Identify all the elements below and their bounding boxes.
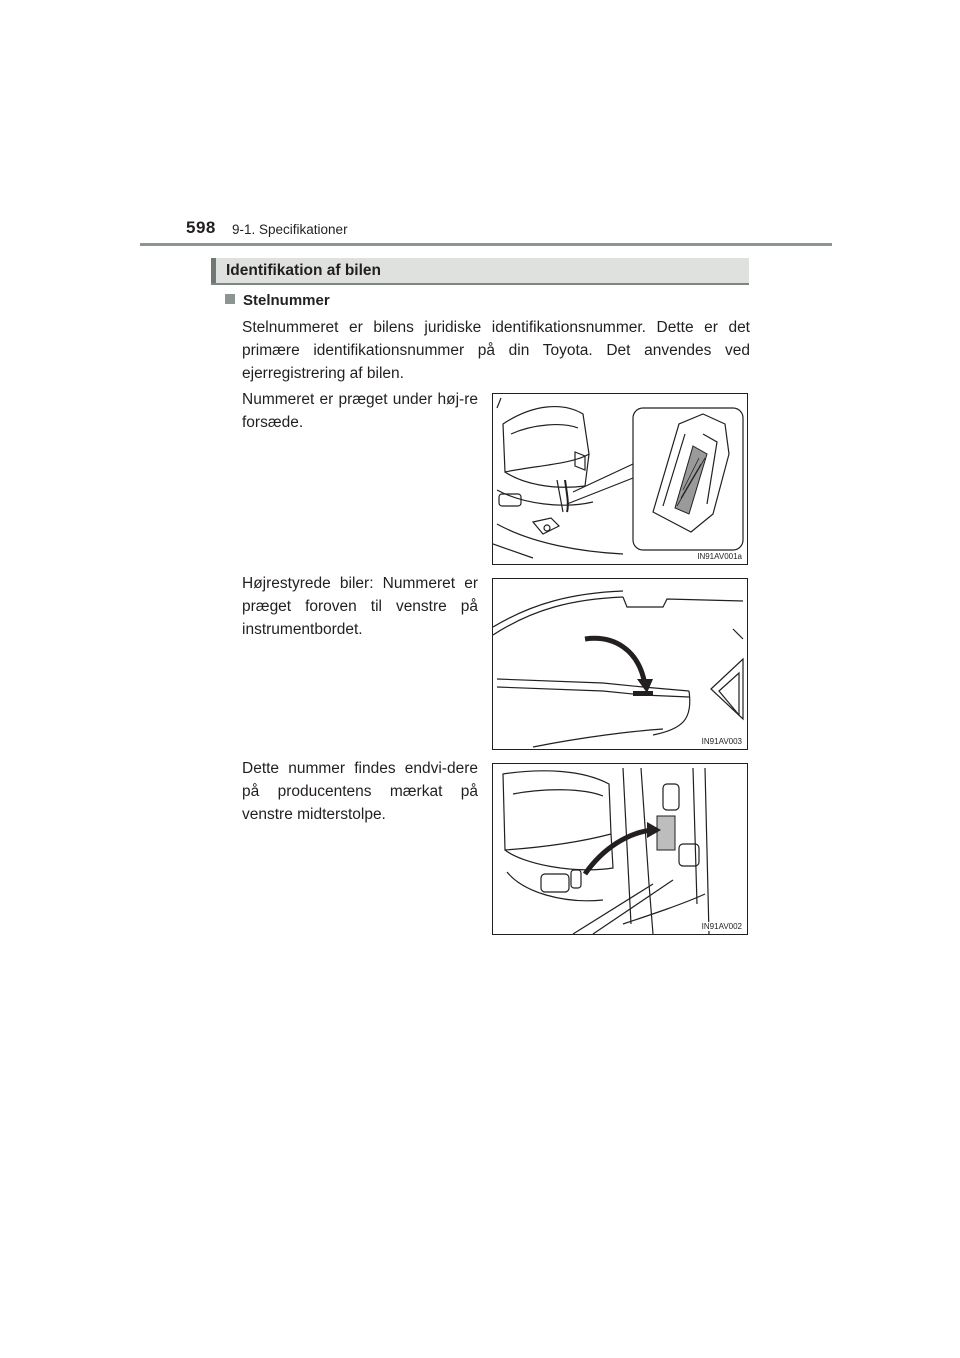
section-reference: 9-1. Specifikationer <box>232 222 348 237</box>
figure-pillar-label <box>492 763 748 935</box>
figure-dashboard-stamp <box>492 578 748 750</box>
intro-paragraph: Stelnummeret er bilens juridiske identifikationsnummer. Dette er det primære identifikationsnummer på din Toyota. Det anvendes ved ejerregistrering af bilen. <box>242 319 750 382</box>
dashboard-illustration <box>493 579 748 750</box>
figure-code: IN91AV002 <box>701 922 742 931</box>
figure-code: IN91AV003 <box>701 737 742 746</box>
figure-code: IN91AV001a <box>697 552 742 561</box>
header-divider <box>140 243 832 246</box>
subsection-heading-text: Stelnummer <box>243 292 330 309</box>
pillar-illustration <box>493 764 748 935</box>
page-number: 598 <box>186 218 216 237</box>
seat-illustration <box>493 394 748 565</box>
location-text-seat: Nummeret er præget under høj-re forsæde. <box>242 391 478 431</box>
figure-seat-stamp <box>492 393 748 565</box>
bullet-square-icon <box>225 294 235 304</box>
subsection-heading <box>225 292 330 309</box>
section-title-bar <box>211 258 749 285</box>
section-title: Identifikation af bilen <box>226 262 382 279</box>
location-text-pillar: Dette nummer findes endvi-dere på producentens mærkat på venstre midterstolpe. <box>242 760 478 823</box>
section-bar-accent <box>211 258 216 283</box>
location-text-dashboard: Højrestyrede biler: Nummeret er præget foroven til venstre på instrumentbordet. <box>242 575 478 638</box>
